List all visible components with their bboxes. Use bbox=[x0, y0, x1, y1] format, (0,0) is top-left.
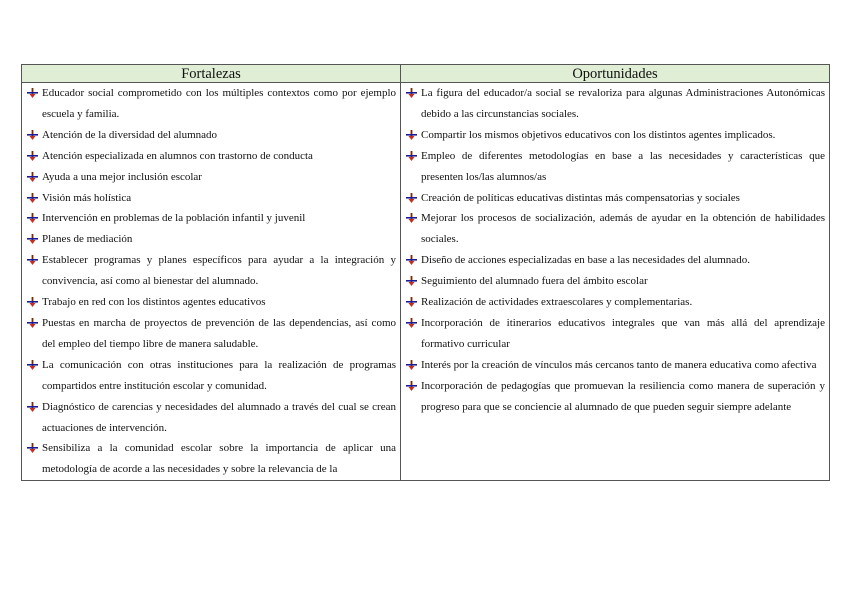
header-fortalezas: Fortalezas bbox=[22, 65, 401, 83]
fortaleza-item bbox=[26, 313, 396, 355]
oportunidad-item-text: Creación de políticas educativas distintas más compensatorias y sociales bbox=[421, 191, 740, 204]
arrow-down-bullet-icon bbox=[406, 276, 417, 286]
header-oportunidades: Oportunidades bbox=[401, 65, 830, 83]
arrow-down-bullet-icon bbox=[27, 130, 38, 140]
oportunidad-item bbox=[405, 125, 825, 146]
fortaleza-item-text: Diagnóstico de carencias y necesidades del alumnado a través del cual se crean actuaciones de intervención. bbox=[42, 400, 396, 434]
fortaleza-item-text: Educador social comprometido con los múltiples contextos como por ejemplo escuela y familia. bbox=[42, 87, 396, 120]
arrow-down-bullet-icon bbox=[406, 151, 417, 161]
fortaleza-item bbox=[26, 208, 396, 229]
table-header-row bbox=[22, 65, 830, 83]
foda-table bbox=[21, 64, 830, 481]
oportunidad-item bbox=[405, 376, 825, 418]
arrow-down-bullet-icon bbox=[406, 318, 417, 328]
fortaleza-item bbox=[26, 167, 396, 188]
arrow-down-bullet-icon bbox=[27, 318, 38, 328]
oportunidad-item bbox=[405, 355, 825, 376]
oportunidades-cell bbox=[401, 83, 830, 481]
oportunidad-item bbox=[405, 292, 825, 313]
oportunidad-item-text: La figura del educador/a social se revaloriza para algunas Administraciones Autonómicas debido a las circunstancias sociales. bbox=[421, 87, 825, 120]
arrow-down-bullet-icon bbox=[406, 381, 417, 391]
arrow-down-bullet-icon bbox=[27, 360, 38, 370]
fortaleza-item bbox=[26, 397, 396, 439]
fortaleza-item bbox=[26, 250, 396, 292]
oportunidad-item bbox=[405, 208, 825, 250]
fortaleza-item-text: Trabajo en red con los distintos agentes educativos bbox=[42, 296, 266, 309]
arrow-down-bullet-icon bbox=[27, 193, 38, 203]
oportunidad-item-text: Compartir los mismos objetivos educativos con los distintos agentes implicados. bbox=[421, 128, 776, 141]
oportunidad-item-text: Empleo de diferentes metodologías en base a las necesidades y características que presenten los/las alumnos/as bbox=[421, 149, 825, 183]
oportunidades-list bbox=[405, 83, 825, 418]
fortaleza-item bbox=[26, 146, 396, 167]
arrow-down-bullet-icon bbox=[27, 234, 38, 244]
oportunidad-item-text: Mejorar los procesos de socialización, además de ayudar en la obtención de habilidades sociales. bbox=[421, 212, 825, 246]
table-body-row bbox=[22, 83, 830, 481]
oportunidad-item-text: Realización de actividades extraescolares y complementarias. bbox=[421, 296, 693, 309]
fortaleza-item-text: La comunicación con otras instituciones para la realización de programas compartidos entre institución escolar y comunidad. bbox=[42, 358, 396, 392]
fortaleza-item-text: Sensibiliza a la comunidad escolar sobre la importancia de aplicar una metodología de acorde a las necesidades y sobre la relevancia de la bbox=[42, 442, 396, 476]
fortaleza-item bbox=[26, 292, 396, 313]
fortaleza-item bbox=[26, 229, 396, 250]
oportunidad-item-text: Incorporación de itinerarios educativos integrales que van más allá del aprendizaje formativo curricular bbox=[421, 316, 825, 350]
oportunidad-item bbox=[405, 146, 825, 188]
oportunidad-item-text: Incorporación de pedagogías que promuevan la resiliencia como manera de superación y progreso para que se conciencie al alumnado de que pueden seguir siempre adelante bbox=[421, 379, 825, 413]
oportunidad-item-text: Interés por la creación de vínculos más cercanos tanto de manera educativa como afectiva bbox=[421, 358, 817, 371]
arrow-down-bullet-icon bbox=[406, 88, 417, 98]
fortaleza-item-text: Puestas en marcha de proyectos de prevención de las dependencias, así como del empleo del tiempo libre de manera saludable. bbox=[42, 316, 396, 350]
arrow-down-bullet-icon bbox=[27, 172, 38, 182]
fortaleza-item-text: Intervención en problemas de la población infantil y juvenil bbox=[42, 212, 306, 225]
fortaleza-item-text: Atención de la diversidad del alumnado bbox=[42, 128, 218, 141]
fortaleza-item-text: Establecer programas y planes específicos para ayudar a la integración y convivencia, así como al bienestar del alumnado. bbox=[42, 254, 396, 288]
fortalezas-list bbox=[26, 83, 396, 480]
arrow-down-bullet-icon bbox=[406, 130, 417, 140]
arrow-down-bullet-icon bbox=[406, 297, 417, 307]
arrow-down-bullet-icon bbox=[27, 213, 38, 223]
arrow-down-bullet-icon bbox=[27, 297, 38, 307]
fortaleza-item bbox=[26, 125, 396, 146]
fortaleza-item bbox=[26, 438, 396, 480]
oportunidad-item-text: Seguimiento del alumnado fuera del ámbito escolar bbox=[421, 275, 648, 288]
oportunidad-item bbox=[405, 313, 825, 355]
fortaleza-item-text: Planes de mediación bbox=[42, 233, 133, 246]
arrow-down-bullet-icon bbox=[27, 88, 38, 98]
arrow-down-bullet-icon bbox=[406, 193, 417, 203]
arrow-down-bullet-icon bbox=[27, 402, 38, 412]
arrow-down-bullet-icon bbox=[27, 443, 38, 453]
fortaleza-item bbox=[26, 355, 396, 397]
oportunidad-item bbox=[405, 271, 825, 292]
oportunidad-item bbox=[405, 188, 825, 209]
oportunidad-item bbox=[405, 83, 825, 125]
oportunidad-item bbox=[405, 250, 825, 271]
arrow-down-bullet-icon bbox=[406, 213, 417, 223]
arrow-down-bullet-icon bbox=[406, 360, 417, 370]
fortalezas-cell bbox=[22, 83, 401, 481]
fortaleza-item-text: Atención especializada en alumnos con trastorno de conducta bbox=[42, 149, 313, 162]
fortaleza-item bbox=[26, 83, 396, 125]
oportunidades-clip bbox=[405, 83, 825, 480]
fortaleza-item-text: Ayuda a una mejor inclusión escolar bbox=[42, 170, 202, 183]
oportunidad-item-text: Diseño de acciones especializadas en base a las necesidades del alumnado. bbox=[421, 254, 750, 267]
fortalezas-clip bbox=[26, 83, 396, 480]
arrow-down-bullet-icon bbox=[27, 151, 38, 161]
arrow-down-bullet-icon bbox=[406, 255, 417, 265]
fortaleza-item-text: Visión más holística bbox=[42, 191, 132, 204]
fortaleza-item bbox=[26, 188, 396, 209]
arrow-down-bullet-icon bbox=[27, 255, 38, 265]
